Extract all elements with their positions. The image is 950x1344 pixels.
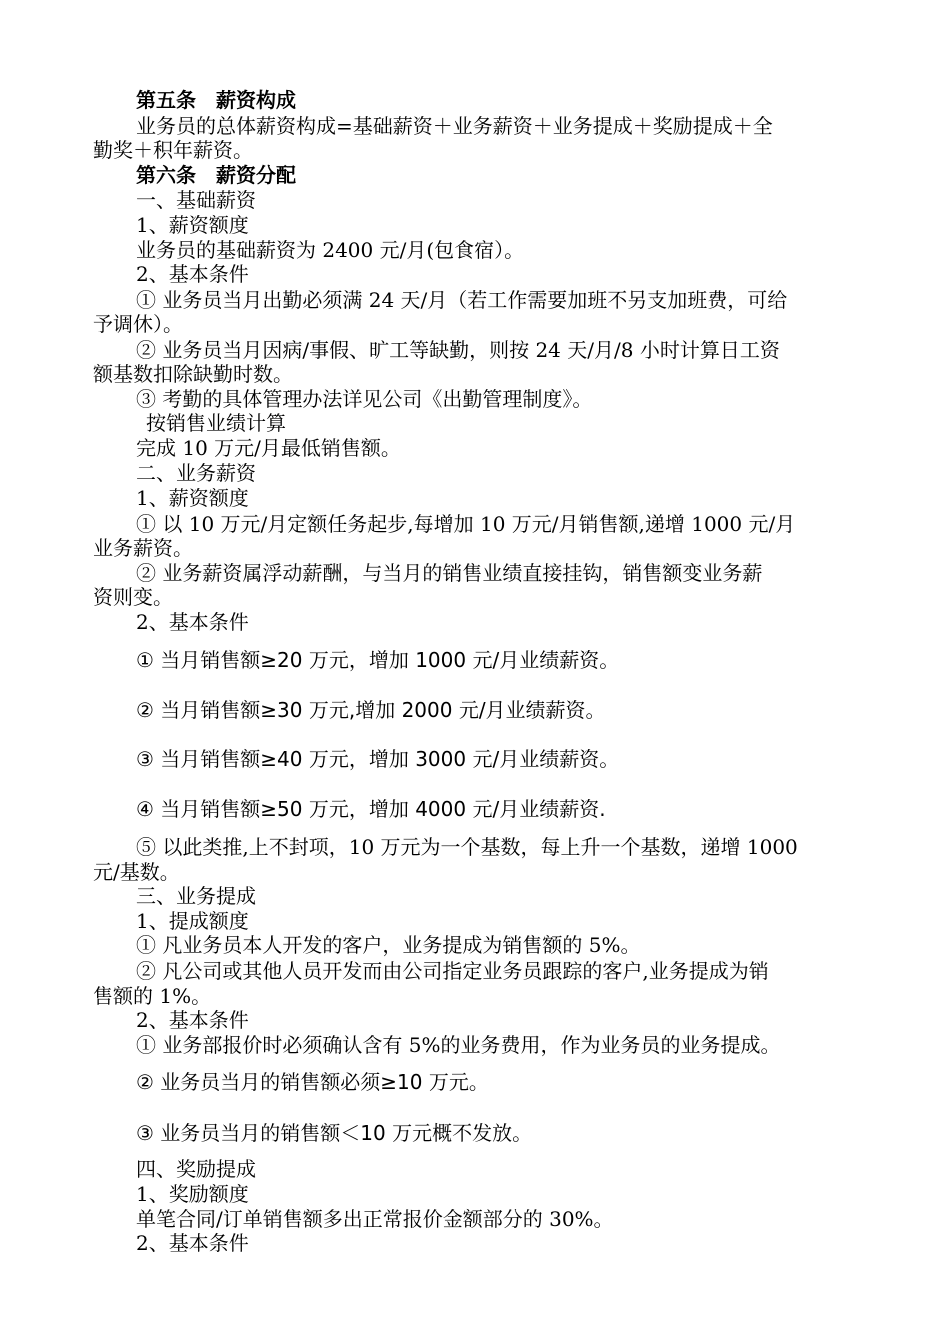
business-cond4: ④ 当月销售额≥50 万元，增加 4000 元/月业绩薪资. <box>136 797 606 821</box>
bonus-cond-title: 2、基本条件 <box>136 1231 249 1255</box>
business-cond5-line2: 元/基数。 <box>93 860 180 884</box>
bonus-amount-text: 单笔合同/订单销售额多出正常报价金额部分的 30%。 <box>136 1207 614 1231</box>
business-a2-line1: ② 业务薪资属浮动薪酬，与当月的销售业绩直接挂钩，销售额变业务薪 <box>136 561 763 585</box>
business-amount-title: 1、薪资额度 <box>136 486 249 510</box>
business-cond1: ① 当月销售额≥20 万元，增加 1000 元/月业绩薪资。 <box>136 648 620 672</box>
bonus-title: 四、奖励提成 <box>136 1157 256 1181</box>
base-cond1-line1: ① 业务员当月出勤必须满 24 天/月（若工作需要加班不另支加班费，可给 <box>136 288 788 312</box>
business-a2-line2: 资则变。 <box>93 585 173 609</box>
commission-amount-title: 1、提成额度 <box>136 909 249 933</box>
base-cond2-line1: ② 业务员当月因病/事假、旷工等缺勤，则按 24 天/月/8 小时计算日工资 <box>136 338 780 362</box>
commission-cond3: ③ 业务员当月的销售额＜10 万元概不发放。 <box>136 1121 533 1145</box>
base-cond1-line2: 予调休）。 <box>93 312 183 336</box>
sales-calc-text: 完成 10 万元/月最低销售额。 <box>136 436 401 460</box>
article5-heading: 第五条 薪资构成 <box>136 88 296 112</box>
business-cond-title: 2、基本条件 <box>136 610 249 634</box>
commission-a2-line1: ② 凡公司或其他人员开发而由公司指定业务员跟踪的客户,业务提成为销 <box>136 959 769 983</box>
commission-cond2: ② 业务员当月的销售额必须≥10 万元。 <box>136 1070 489 1094</box>
commission-cond1: ① 业务部报价时必须确认含有 5%的业务费用，作为业务员的业务提成。 <box>136 1033 781 1057</box>
base-amount-title: 1、薪资额度 <box>136 213 249 237</box>
article5-text-line1: 业务员的总体薪资构成=基础薪资＋业务薪资＋业务提成＋奖励提成＋全 <box>136 114 773 138</box>
base-salary-title: 一、基础薪资 <box>136 188 256 212</box>
commission-title: 三、业务提成 <box>136 884 256 908</box>
base-cond-title: 2、基本条件 <box>136 262 249 286</box>
business-cond2: ② 当月销售额≥30 万元,增加 2000 元/月业绩薪资。 <box>136 698 606 722</box>
business-a1-line1: ① 以 10 万元/月定额任务起步,每增加 10 万元/月销售额,递增 1000 元/月 <box>136 512 796 536</box>
base-cond2-line2: 额基数扣除缺勤时数。 <box>93 362 293 386</box>
commission-a1: ① 凡业务员本人开发的客户，业务提成为销售额的 5%。 <box>136 933 641 957</box>
article5-text-line2: 勤奖＋积年薪资。 <box>93 138 253 162</box>
base-amount-text: 业务员的基础薪资为 2400 元/月(包食宿）。 <box>136 238 525 262</box>
business-cond5-line1: ⑤ 以此类推,上不封项，10 万元为一个基数，每上升一个基数，递增 1000 <box>136 835 798 859</box>
sales-calc-title: 按销售业绩计算 <box>146 411 286 435</box>
business-salary-title: 二、业务薪资 <box>136 461 256 485</box>
article6-heading: 第六条 薪资分配 <box>136 163 296 187</box>
base-cond3: ③ 考勤的具体管理办法详见公司《出勤管理制度》。 <box>136 387 593 411</box>
bonus-amount-title: 1、奖励额度 <box>136 1182 249 1206</box>
commission-a2-line2: 售额的 1%。 <box>93 984 212 1008</box>
business-a1-line2: 业务薪资。 <box>93 536 193 560</box>
commission-cond-title: 2、基本条件 <box>136 1008 249 1032</box>
business-cond3: ③ 当月销售额≥40 万元，增加 3000 元/月业绩薪资。 <box>136 747 620 771</box>
